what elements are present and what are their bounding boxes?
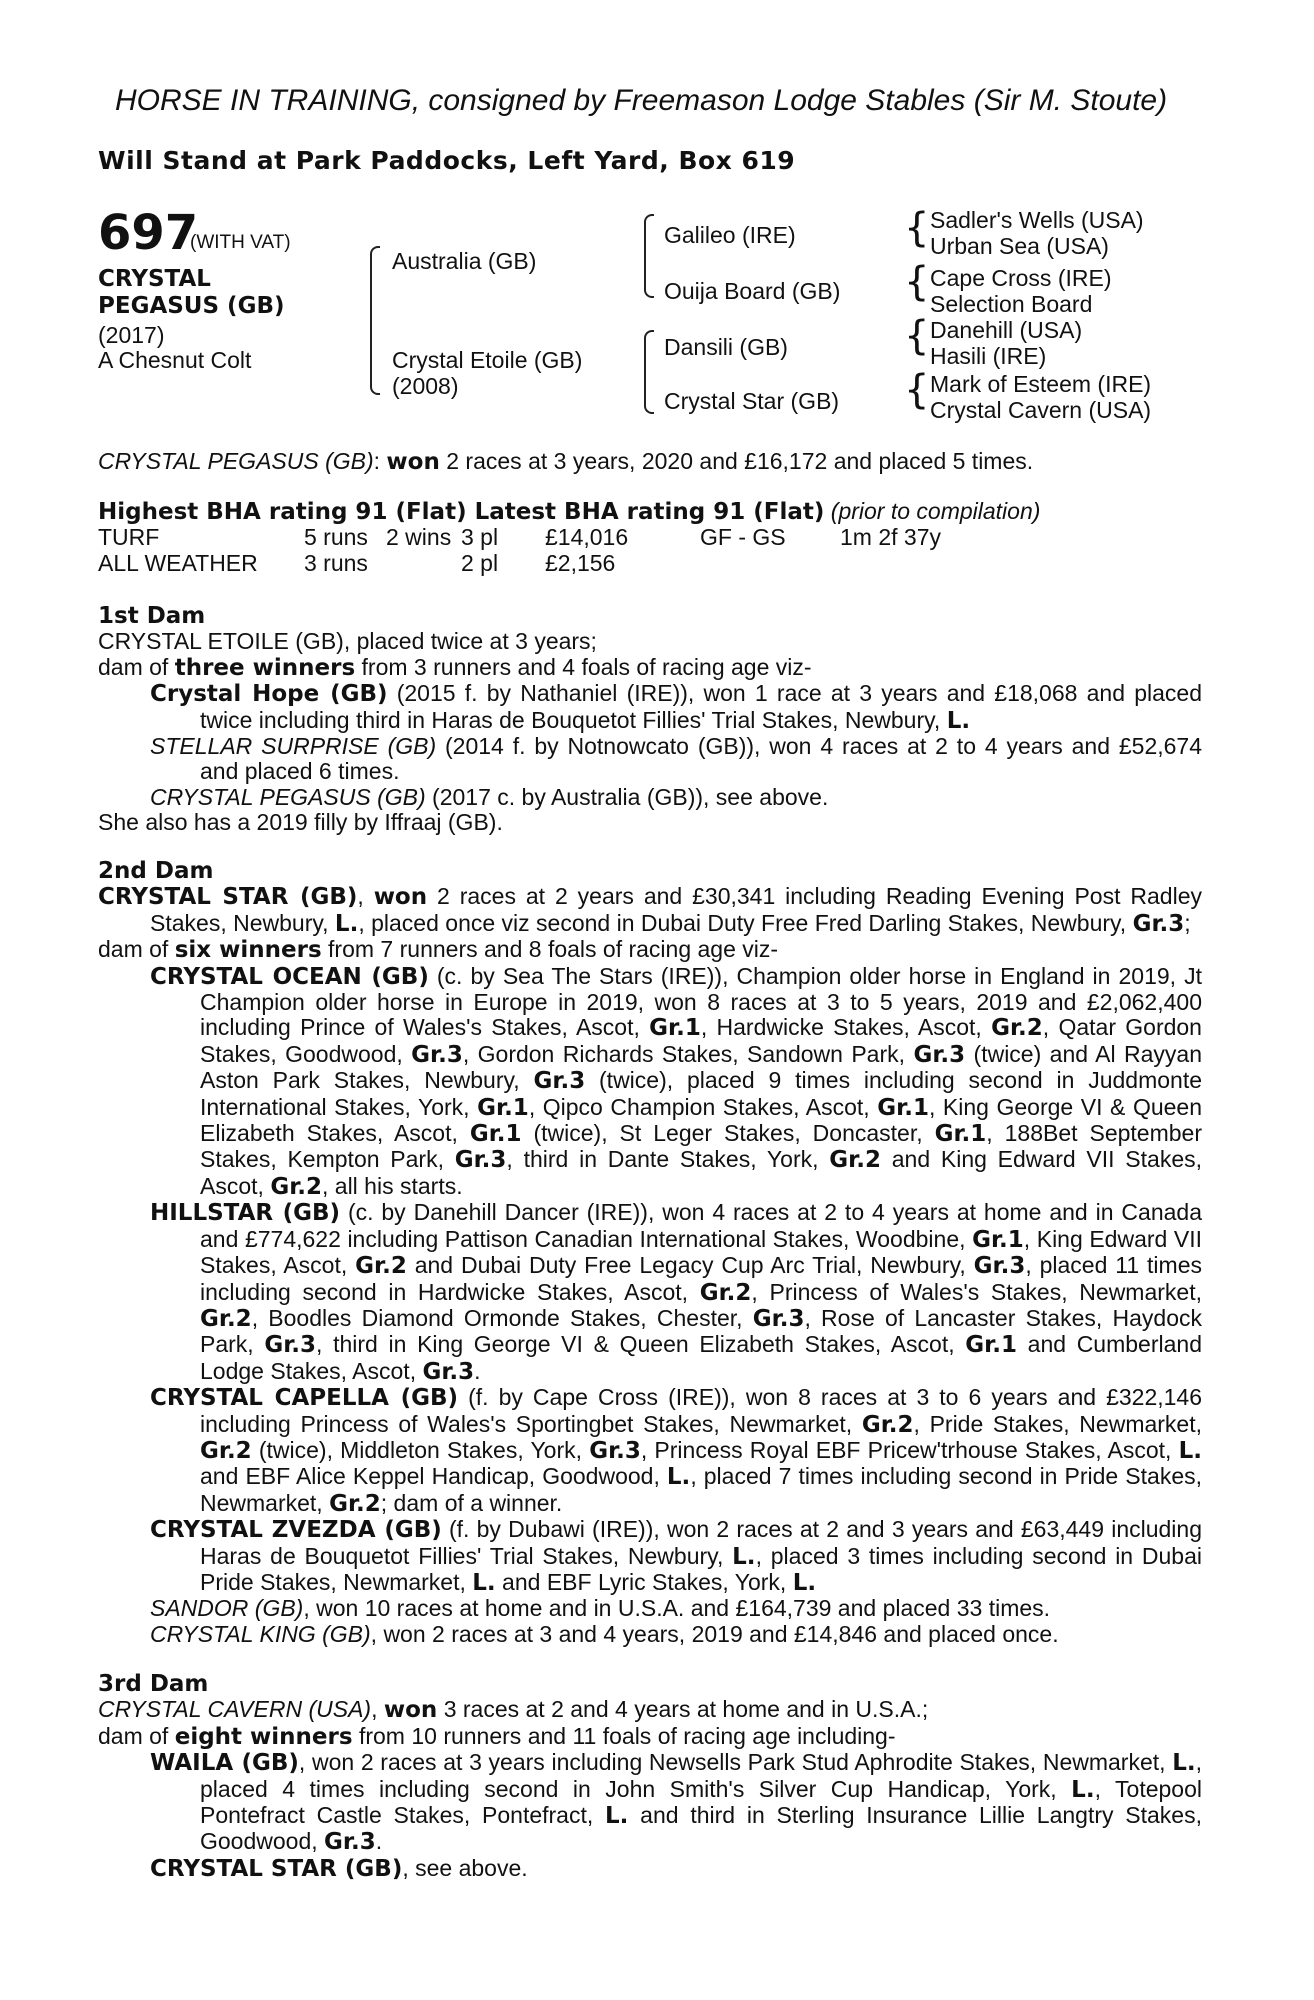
race-grade: Gr.2 <box>355 1253 407 1280</box>
progeny-record: , see above. <box>402 1854 528 1881</box>
progeny-record <box>200 963 1202 1199</box>
progeny-crystal-hope <box>98 681 1202 734</box>
pedigree-brace-gg1: { <box>904 205 930 251</box>
race-grade: L. <box>472 1569 496 1596</box>
progeny-name: HILLSTAR (GB) <box>150 1200 341 1227</box>
race-grade: Gr.1 <box>965 1332 1017 1359</box>
race-grade: Gr.2 <box>829 1147 881 1174</box>
second-dam-heading: 2nd Dam <box>98 858 214 884</box>
race-grade: Gr.3 <box>533 1068 586 1095</box>
dam-record-end: ; <box>1184 909 1191 936</box>
race-grade: Gr.1 <box>934 1121 987 1148</box>
record-text: , all his starts. <box>322 1172 463 1199</box>
record-text: (c. by Danehill Dancer (IRE)), won 4 races at 2 to 4 years at home and in Canada and £774,622 including Pattison Canadian International Stakes, Woodbine, <box>200 1199 1202 1252</box>
aw-placed: 2 pl <box>461 549 499 576</box>
race-grade: Gr.1 <box>469 1121 522 1148</box>
progeny-record: (2014 f. by Notnowcato (GB)), won 4 races at 2 to 4 years and £52,674 and placed 6 times. <box>200 733 1203 785</box>
produce-prefix: dam of <box>98 1722 175 1749</box>
third-dam-intro: CRYSTAL CAVERN (USA), won 3 races at 2 and 4 years at home and in U.S.A.; <box>98 1696 929 1724</box>
progeny-record: (2015 f. by Nathaniel (IRE)), won 1 race at 3 years and £18,068 and placed twice including third in Haras de Bouquetot Fillies' Trial Stakes, Newbury, <box>200 680 1202 733</box>
summary-horse-name: CRYSTAL PEGASUS (GB) <box>98 448 374 474</box>
pedigree-ggp-3: Cape Cross (IRE) <box>930 265 1112 291</box>
dam-name: CRYSTAL CAVERN (USA) <box>98 1696 372 1723</box>
record-text: , Princess of Wales's Stakes, Newmarket, <box>751 1278 1202 1305</box>
race-grade: Gr.3 <box>973 1253 1026 1280</box>
pedigree-brace-sire-parents <box>644 214 654 298</box>
race-grade: Gr.2 <box>991 1015 1043 1042</box>
pedigree-dam: Crystal Etoile (GB) <box>392 347 583 373</box>
race-grade: L. <box>666 1464 691 1491</box>
progeny-name: Crystal Hope (GB) <box>150 681 388 708</box>
first-dam-heading: 1st Dam <box>98 603 206 629</box>
winners-count: eight winners <box>174 1723 353 1750</box>
pedigree-sire-sire: Galileo (IRE) <box>664 222 796 248</box>
progeny-name: WAILA (GB) <box>150 1750 299 1777</box>
record-text: , Princess Royal EBF Pricew'trhouse Stakes, Ascot, <box>640 1436 1179 1463</box>
turf-earnings: £14,016 <box>545 524 629 551</box>
pedigree-brace-gg4: { <box>904 367 930 413</box>
produce-suffix: from 10 runners and 11 foals of racing age including- <box>352 1722 896 1749</box>
progeny-name: CRYSTAL KING (GB) <box>150 1620 371 1647</box>
progeny-record: , won 2 races at 3 and 4 years, 2019 and £14,846 and placed once. <box>370 1620 1059 1647</box>
record-text: and EBF Alice Keppel Handicap, Goodwood, <box>200 1463 667 1490</box>
second-dam-section <box>98 859 1202 1647</box>
race-grade: Gr.1 <box>477 1094 529 1121</box>
pedigree-sire: Australia (GB) <box>392 248 537 274</box>
turf-going: GF - GS <box>700 524 786 551</box>
record-text: , Pride Stakes, Newmarket, <box>913 1410 1203 1437</box>
record-text: , King George VI & Queen Elizabeth Stakes, Ascot, <box>200 1093 1203 1147</box>
pedigree-dam-dam: Crystal Star (GB) <box>664 388 840 414</box>
vat-note: (WITH VAT) <box>190 232 291 253</box>
progeny-crystal-capella <box>98 1385 1202 1517</box>
turf-label: TURF <box>98 524 160 551</box>
race-grade: L. <box>732 1543 756 1570</box>
record-text: . <box>474 1357 481 1384</box>
progeny-crystal-zvezda <box>98 1517 1202 1596</box>
produce-prefix: dam of <box>98 653 175 680</box>
race-grade: L. <box>1178 1437 1202 1464</box>
record-text: (twice) and Al Rayyan Aston Park Stakes, Newbury, <box>200 1040 1203 1094</box>
ratings-block <box>98 499 1202 576</box>
turf-distance: 1m 2f 37y <box>840 524 941 551</box>
aw-stats-row <box>98 551 1202 576</box>
record-text: , Gordon Richards Stakes, Sandown Park, <box>462 1040 914 1067</box>
race-grade: Gr.2 <box>861 1411 914 1438</box>
pedigree-ggp-4: Selection Board <box>930 291 1093 317</box>
aw-wins <box>386 551 461 576</box>
pedigree-ggp-7: Mark of Esteem (IRE) <box>930 371 1152 397</box>
record-text: and King Edward VII Stakes, Ascot, <box>200 1146 1203 1199</box>
pedigree-ggp-6: Hasili (IRE) <box>930 343 1047 369</box>
turf-runs: 5 runs <box>304 524 368 551</box>
consignment-header: HORSE IN TRAINING, consigned by Freemason Lodge Stables (Sir M. Stoute) <box>115 84 1168 117</box>
third-dam-produce-line <box>98 1724 1202 1750</box>
progeny-name: CRYSTAL PEGASUS (GB) <box>150 783 426 810</box>
record-text: (twice), St Leger Stakes, Doncaster, <box>521 1120 935 1147</box>
record-text: (f. by Dubawi (IRE)), won 2 races at 2 and 3 years and £63,449 including Haras de Bouquetot Fillies' Trial Stakes, Newbury, <box>200 1516 1202 1569</box>
ratings-note: (prior to compilation) <box>830 498 1041 524</box>
pedigree-dam-year: (2008) <box>392 373 459 399</box>
turf-placed: 3 pl <box>461 524 499 551</box>
progeny-name: STELLAR SURPRISE (GB) <box>150 733 437 760</box>
race-grade: Gr.2 <box>200 1305 252 1332</box>
stand-location: Will Stand at Park Paddocks, Left Yard, Box 619 <box>98 146 796 175</box>
winners-count: six winners <box>174 937 322 964</box>
progeny-crystal-star <box>98 1856 1202 1882</box>
first-dam-produce-line <box>98 655 1202 681</box>
record-text: (twice), placed 9 times including second in Juddmonte International Stakes, York, <box>200 1067 1203 1120</box>
produce-prefix: dam of <box>98 936 175 963</box>
record-text: , third in Dante Stakes, York, <box>506 1146 830 1173</box>
record-text: and third in Sterling Insurance Lillie Langtry Stakes, Goodwood, <box>200 1802 1202 1855</box>
race-grade: L. <box>792 1569 817 1596</box>
dam-record: 3 races at 2 and 4 years at home and in U.S.A.; <box>437 1696 929 1723</box>
bha-ratings: Highest BHA rating 91 (Flat) Latest BHA rating 91 (Flat) <box>98 499 825 525</box>
horse-name-line2: PEGASUS (GB) <box>98 293 285 319</box>
record-text: , placed 11 times including second in Hardwicke Stakes, Ascot, <box>200 1252 1202 1305</box>
pedigree-ggp-8: Crystal Cavern (USA) <box>930 397 1152 423</box>
progeny-name: SANDOR (GB) <box>150 1595 304 1622</box>
lot-number: 697 <box>98 205 199 261</box>
pedigree-sire-dam: Ouija Board (GB) <box>664 278 841 304</box>
race-grade: L. <box>1071 1776 1095 1803</box>
foaling-year: (2017) <box>98 322 165 348</box>
race-grade: L. <box>946 707 971 734</box>
third-dam-heading: 3rd Dam <box>98 1671 209 1697</box>
race-grade: L. <box>1172 1750 1196 1777</box>
second-dam-intro: CRYSTAL STAR (GB), won 2 races at 2 years and £30,341 including Reading Evening Post Radley Stakes, Newbury, L., placed once viz second in Dubai Duty Free Fred Darling Stakes, Newbury, Gr.3; <box>98 883 1202 937</box>
pedigree-dam-sire: Dansili (GB) <box>664 334 788 360</box>
first-dam-intro: CRYSTAL ETOILE (GB), placed twice at 3 years; <box>98 628 597 655</box>
progeny-name: CRYSTAL OCEAN (GB) <box>150 963 429 990</box>
summary-colon: : <box>373 448 381 474</box>
race-grade: Gr.2 <box>200 1437 252 1464</box>
turf-stats-row <box>98 525 1202 550</box>
progeny-crystal-ocean <box>98 964 1202 1201</box>
winners-count: three winners <box>174 654 356 681</box>
progeny-crystal-king <box>98 1622 1202 1647</box>
second-dam-produce-line <box>98 937 1202 963</box>
record-text: , Totepool Pontefract Castle Stakes, Pontefract, <box>200 1775 1202 1829</box>
record-text: , placed 3 times including second in Dubai Pride Stakes, Newmarket, <box>200 1542 1202 1595</box>
progeny-sandor <box>98 1596 1202 1621</box>
progeny-name: CRYSTAL ZVEZDA (GB) <box>150 1517 442 1544</box>
third-dam-section <box>98 1672 1202 1882</box>
record-text: , Qipco Champion Stakes, Ascot, <box>528 1093 878 1120</box>
race-grade: L. <box>334 910 359 937</box>
progeny-waila <box>98 1750 1202 1856</box>
pedigree-ggp-5: Danehill (USA) <box>930 317 1083 343</box>
summary-text: 2 races at 3 years, 2020 and £16,172 and placed 5 times. <box>446 448 1034 474</box>
pedigree-brace-sire-dam <box>370 246 380 395</box>
record-text: , King Edward VII Stakes, Ascot, <box>200 1225 1203 1279</box>
record-text: . <box>375 1828 383 1855</box>
record-text: , Rose of Lancaster Stakes, Haydock Park, <box>200 1304 1202 1358</box>
progeny-name: CRYSTAL CAPELLA (GB) <box>150 1385 459 1412</box>
aw-label: ALL WEATHER <box>98 549 258 576</box>
won-label: won <box>383 1697 438 1724</box>
race-grade: Gr.3 <box>589 1437 641 1464</box>
pedigree-ggp-1: Sadler's Wells (USA) <box>930 207 1144 233</box>
record-text: and Dubai Duty Free Legacy Cup Arc Trial, Newbury, <box>406 1252 974 1279</box>
race-grade: Gr.2 <box>699 1279 752 1306</box>
progeny-record: , won 10 races at home and in U.S.A. and £164,739 and placed 33 times. <box>303 1595 1051 1622</box>
summary-won: won <box>386 449 440 475</box>
horse-name-line1: CRYSTAL <box>98 266 211 292</box>
record-text: ; dam of a winner. <box>380 1489 563 1516</box>
dam-name: CRYSTAL STAR (GB) <box>98 884 358 911</box>
record-text: (twice), Middleton Stakes, York, <box>251 1436 590 1463</box>
record-text: (f. by Cape Cross (IRE)), won 8 races at 3 to 6 years and £322,146 including Princess of Wales's Sportingbet Stakes, Newmarket, <box>200 1384 1203 1437</box>
turf-wins: 2 wins <box>386 524 452 551</box>
record-text: , placed 4 times including second in John Smith's Silver Cup Handicap, York, <box>200 1749 1203 1802</box>
progeny-record: (2017 c. by Australia (GB)), see above. <box>425 783 829 810</box>
race-grade: Gr.3 <box>913 1041 966 1068</box>
race-grade: Gr.3 <box>1132 910 1185 937</box>
record-text: , Hardwicke Stakes, Ascot, <box>700 1014 992 1041</box>
race-grade: Gr.3 <box>411 1041 463 1068</box>
produce-suffix: from 3 runners and 4 foals of racing age viz- <box>355 653 812 680</box>
race-grade: Gr.1 <box>972 1226 1024 1253</box>
record-text: , Boodles Diamond Ormonde Stakes, Chester, <box>251 1304 753 1331</box>
race-grade: Gr.1 <box>877 1094 929 1121</box>
race-grade: Gr.3 <box>422 1358 475 1385</box>
dam-record: 2 races at 2 years and £30,341 including Reading Evening Post Radley Stakes, Newbury, <box>150 883 1202 936</box>
produce-suffix: from 7 runners and 8 foals of racing age viz- <box>321 936 779 963</box>
record-text: , 188Bet September Stakes, Kempton Park, <box>200 1120 1202 1173</box>
pedigree-ggp-2: Urban Sea (USA) <box>930 233 1109 259</box>
won-label: won <box>373 884 428 911</box>
race-grade: Gr.1 <box>649 1015 701 1042</box>
record-text: , third in King George VI & Queen Elizabeth Stakes, Ascot, <box>316 1331 966 1358</box>
progeny-hillstar <box>98 1200 1202 1385</box>
first-dam-filly-note: She also has a 2019 filly by Iffraaj (GB). <box>98 809 503 836</box>
horse-description: A Chesnut Colt <box>98 347 252 373</box>
race-grade: Gr.3 <box>324 1829 376 1856</box>
aw-earnings: £2,156 <box>545 549 616 576</box>
record-text: and EBF Lyric Stakes, York, <box>495 1568 793 1595</box>
progeny-record <box>200 1199 1202 1383</box>
record-text: , placed 7 times including second in Pride Stakes, Newmarket, <box>200 1463 1202 1516</box>
race-grade: L. <box>605 1803 629 1830</box>
race-grade: Gr.3 <box>752 1305 805 1332</box>
dam-record: , placed once viz second in Dubai Duty Free Fred Darling Stakes, Newbury, <box>358 909 1133 936</box>
progeny-record <box>200 1749 1202 1854</box>
progeny-crystal-pegasus <box>98 785 1202 810</box>
race-grade: Gr.3 <box>454 1147 507 1174</box>
aw-runs: 3 runs <box>304 549 368 576</box>
record-text: and Cumberland Lodge Stakes, Ascot, <box>200 1331 1202 1384</box>
race-grade: Gr.2 <box>329 1490 381 1517</box>
progeny-name: CRYSTAL STAR (GB) <box>150 1855 403 1882</box>
record-text: , Qatar Gordon Stakes, Goodwood, <box>200 1014 1202 1067</box>
race-grade: Gr.3 <box>264 1332 317 1359</box>
race-grade: Gr.2 <box>270 1173 322 1200</box>
record-text: , won 2 races at 3 years including Newsells Park Stud Aphrodite Stakes, Newmarket, <box>298 1749 1173 1776</box>
racing-summary <box>98 449 1202 475</box>
first-dam-section <box>98 604 1202 836</box>
progeny-stellar-surprise <box>98 734 1202 785</box>
pedigree-brace-dam-parents <box>644 330 654 414</box>
pedigree-brace-gg2: { <box>904 259 930 305</box>
record-text: (c. by Sea The Stars (IRE)), Champion older horse in England in 2019, Jt Champion older horse in Europe in 2019, won 8 races at 3 to 5 years, 2019 and £2,062,400 including Prince of Wales's Stakes, Ascot, <box>200 962 1202 1041</box>
pedigree-brace-gg3: { <box>904 313 930 359</box>
